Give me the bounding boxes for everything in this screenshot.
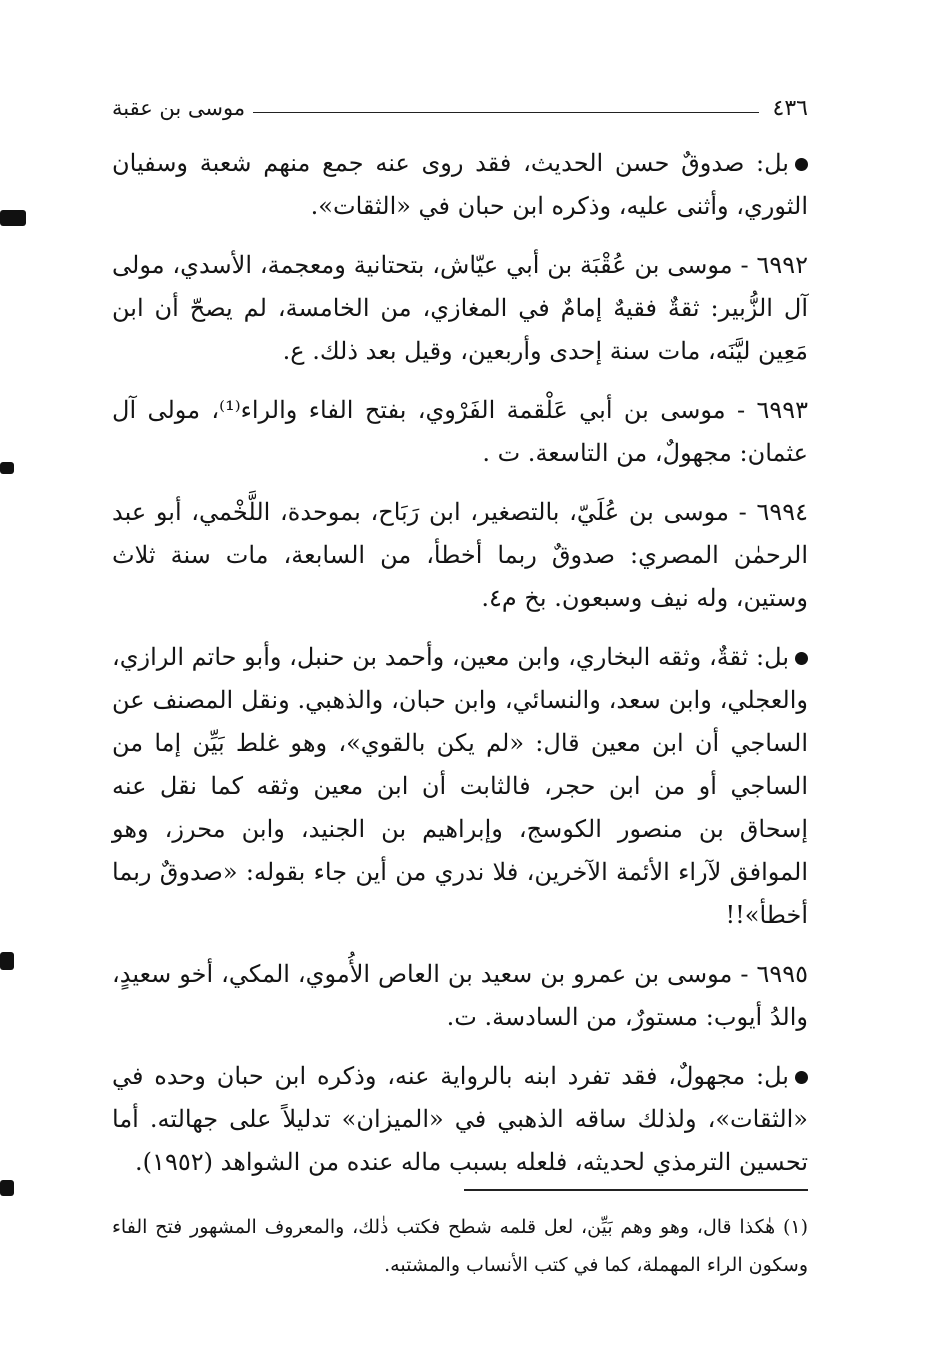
biography-entry <box>112 244 808 373</box>
book-page <box>112 88 808 1318</box>
header-rule <box>253 112 758 113</box>
bullet-icon <box>795 158 808 171</box>
scan-edge-mark <box>0 952 14 970</box>
running-header <box>112 88 808 128</box>
note-text: بل: مجهولٌ، فقد تفرد ابنه بالرواية عنه، وذكره ابن حبان وحده في «الثقات»، ولذلك ساقه الذهبي في «الميزان» تدليلاً على جهالته. أما تحسين الترمذي لحديثه، فلعله بسبب ماله عنده من الشواهد (١٩٥٢). <box>112 1062 808 1176</box>
editor-note <box>112 636 808 937</box>
note-text: بل: صدوقٌ حسن الحديث، فقد روى عنه جمع منهم شعبة وسفيان الثوري، وأثنى عليه، وذكره ابن حبان في «الثقات». <box>112 149 808 220</box>
bullet-icon <box>795 1071 808 1084</box>
entry-text: ٦٩٩٢ - موسى بن عُقْبَة بن أبي عيّاش، بتحتانية ومعجمة، الأسدي، مولى آل الزُّبير: ثقةٌ فقيهٌ إمامٌ في المغازي، من الخامسة، لم يصحّ أن ابن مَعِين ليَّنَه، مات سنة إحدى وأربعين، وقيل بعد ذلك. ع. <box>112 251 808 365</box>
bullet-icon <box>795 652 808 665</box>
footnote: (١) هٰكذا قال، وهو وهم بَيِّن، لعل قلمه شطح فكتب ذٰلك، والمعروف المشهور فتح الفاء وسكون الراء المهملة، كما في كتب الأنساب والمشتبه. <box>112 1216 808 1276</box>
scan-edge-mark <box>0 462 14 474</box>
biography-entry <box>112 953 808 1039</box>
footnote-rule <box>464 1189 808 1191</box>
biography-entry <box>112 491 808 620</box>
page-number: ٤٣٦ <box>772 95 808 121</box>
scan-edge-mark <box>0 210 26 226</box>
note-text: بل: ثقةٌ، وثقه البخاري، وابن معين، وأحمد بن حنبل، وأبو حاتم الرازي، والعجلي، وابن سعد، والنسائي، وابن حبان، والذهبي. ونقل المصنف عن الساجي أن ابن معين قال: «لم يكن بالقوي»، وهو غلط بَيِّن إما من الساجي أو من ابن حجر، فالثابت أن ابن معين وثقه كما نقل عنه إسحاق بن منصور الكوسج، وإبراهيم بن الجنيد، وابن محرز، وهو الموافق لآراء الأئمة الآخرين، فلا ندري من أين جاء بقوله: «صدوقٌ ربما أخطأ»!! <box>112 643 808 929</box>
running-title: موسى بن عقبة <box>112 96 246 120</box>
entry-text: ٦٩٩٤ - موسى بن عُلَيّ، بالتصغير، ابن رَبَاح، بموحدة، اللَّخْمي، أبو عبد الرحمٰن المصري: صدوقٌ ربما أخطأ، من السابعة، مات سنة ثلاث وستين، وله نيف وسبعون. بخ م٤. <box>112 498 808 612</box>
main-text <box>112 142 808 1184</box>
editor-note <box>112 1055 808 1184</box>
entry-text: ٦٩٩٥ - موسى بن عمرو بن سعيد بن العاص الأُموي، المكي، أخو سعيدٍ، والدُ أيوب: مستورٌ، من السادسة. ت. <box>112 960 808 1031</box>
editor-note <box>112 142 808 228</box>
entry-text: ٦٩٩٣ - موسى بن أبي عَلْقمة الفَرْوي، بفتح الفاء والراء⁽¹⁾، مولى آل عثمان: مجهولٌ، من التاسعة. ت . <box>112 396 808 467</box>
biography-entry <box>112 389 808 475</box>
scan-edge-mark <box>0 1180 14 1196</box>
